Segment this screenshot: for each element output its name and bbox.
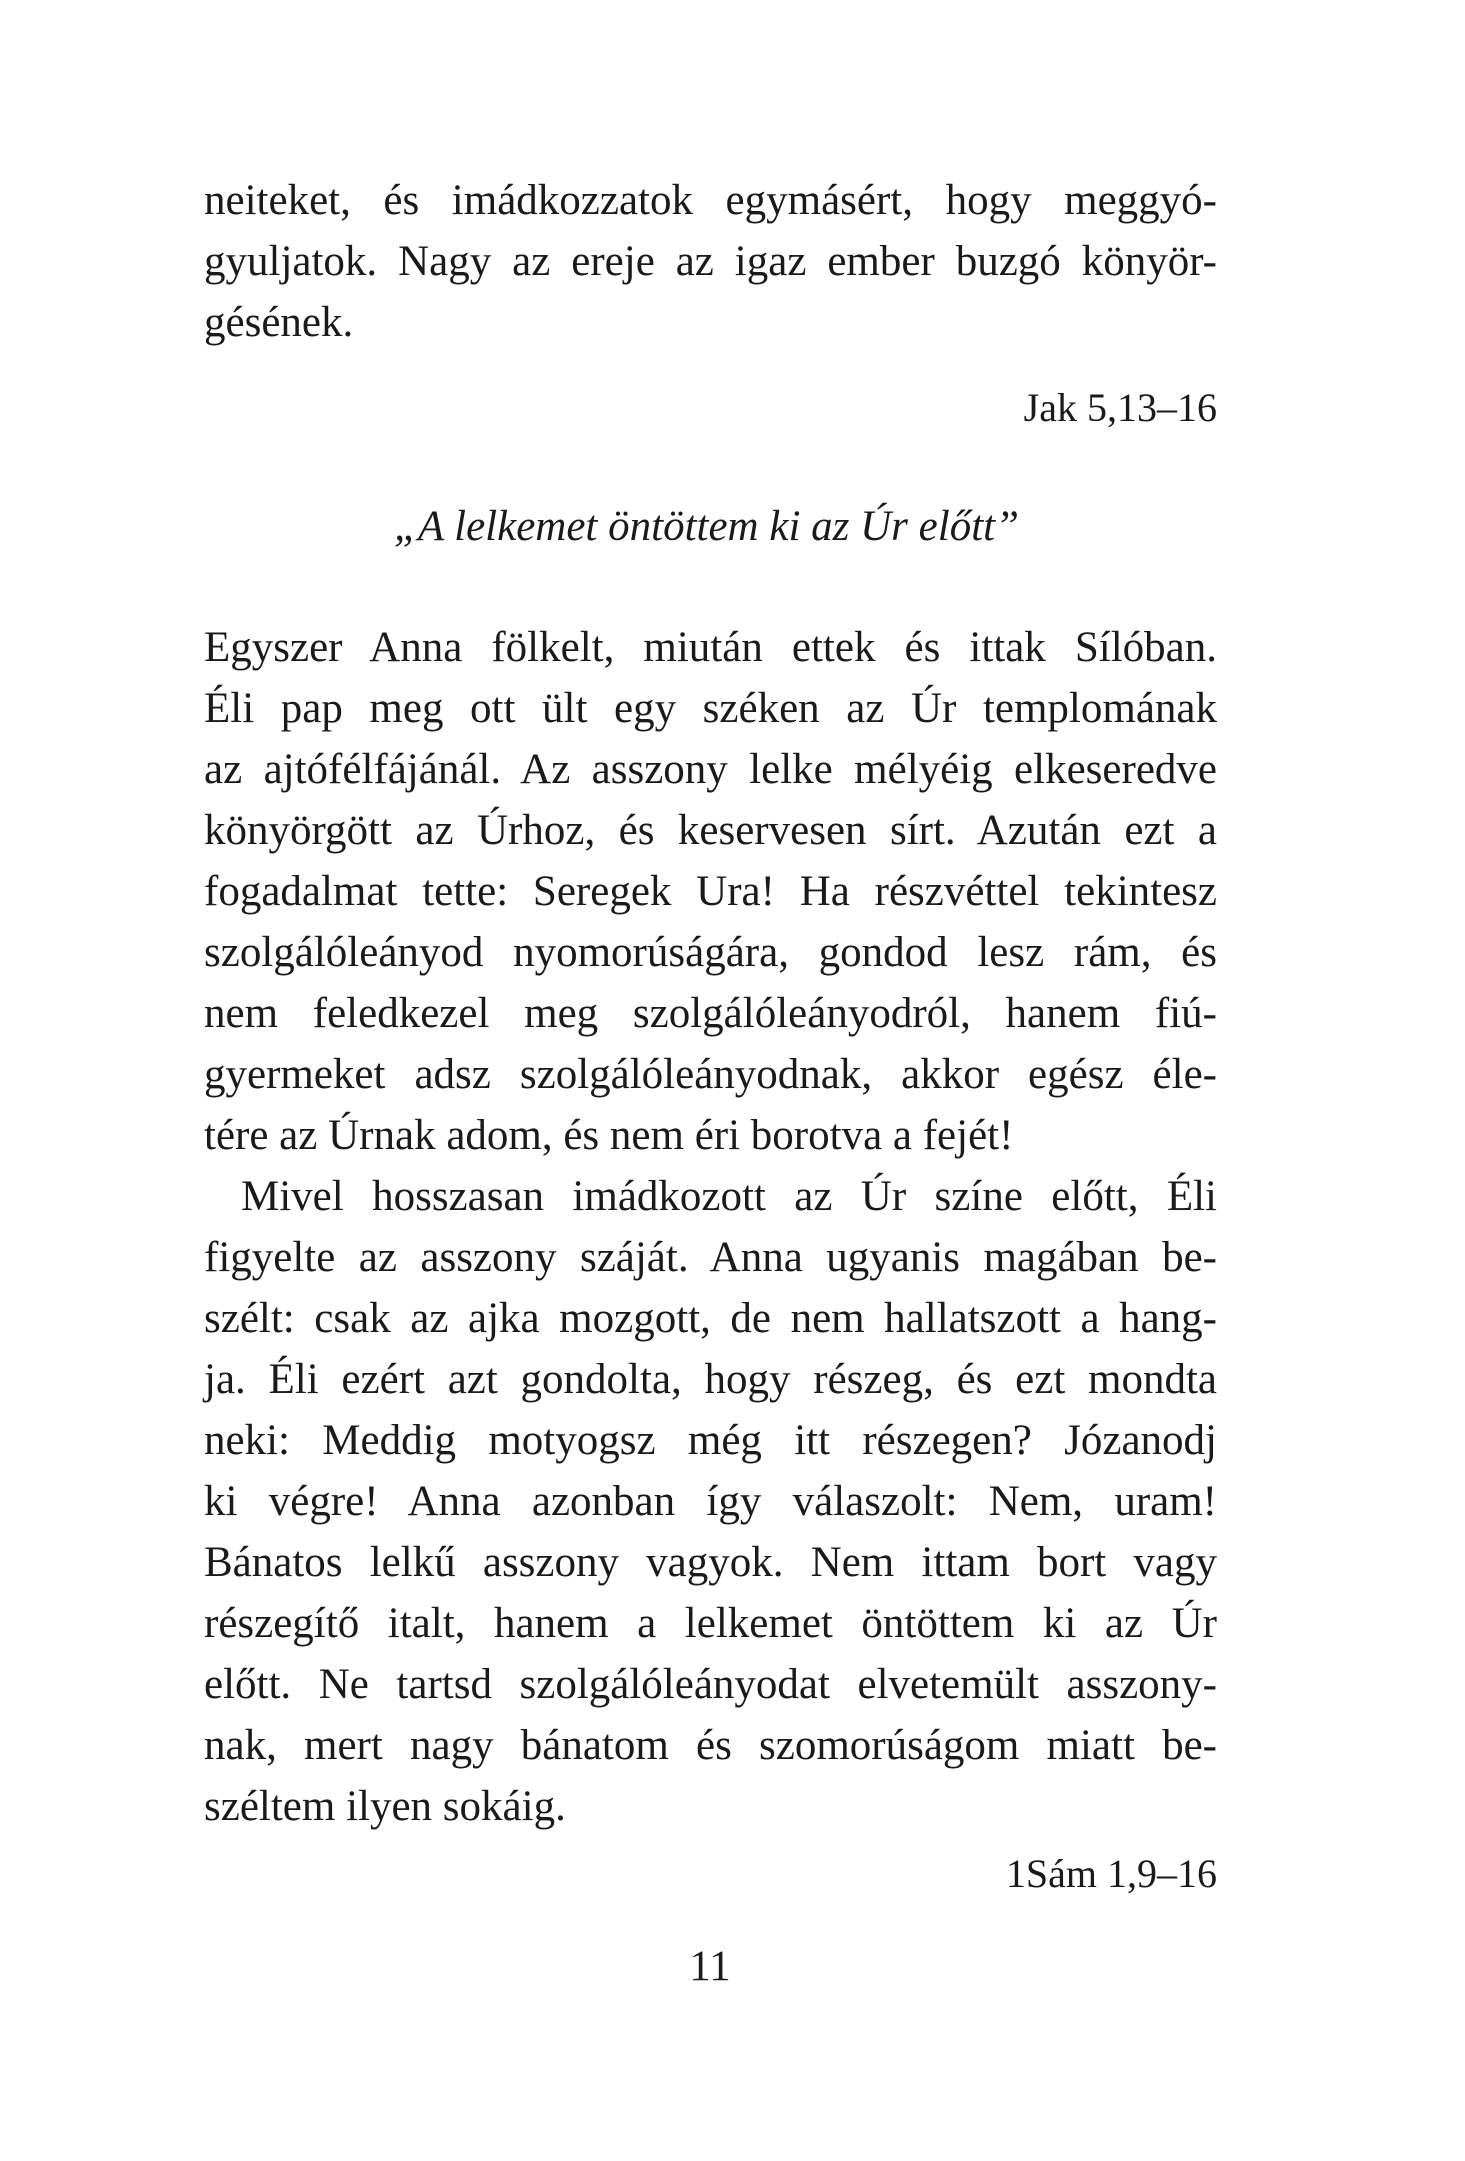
text-line: Mivel hosszasan imádkozott az Úr színe előtt, Éli <box>241 1173 1217 1220</box>
text-line: szélt: csak az ajka mozgott, de nem hallatszott a hang- <box>204 1295 1217 1342</box>
text-line: neiteket, és imádkozzatok egymásért, hogy meggyó- <box>204 177 1217 224</box>
text-line: részegítő italt, hanem a lelkemet öntöttem ki az Úr <box>204 1600 1217 1647</box>
bible-reference: Jak 5,13–16 <box>1023 385 1217 430</box>
text-line: nak, mert nagy bánatom és szomorúságom miatt be- <box>204 1722 1217 1769</box>
passage-2-paragraph-2 <box>204 1166 1217 1837</box>
text-line: könyörgött az Úrhoz, és keservesen sírt. Azután ezt a <box>204 807 1217 854</box>
text-line: ja. Éli ezért azt gondolta, hogy részeg, és ezt mondta <box>204 1356 1217 1403</box>
text-line: neki: Meddig motyogsz még itt részegen? Józanodj <box>204 1417 1217 1464</box>
page-body <box>204 170 1217 1904</box>
text-line: gésének. <box>204 299 354 346</box>
text-line: fogadalmat tette: Seregek Ura! Ha részvéttel tekintesz <box>204 868 1217 915</box>
bible-reference: 1Sám 1,9–16 <box>1005 1851 1217 1896</box>
text-line: nem feledkezel meg szolgálóleányodról, hanem fiú- <box>204 990 1217 1037</box>
passage-1 <box>204 170 1217 353</box>
text-line: figyelte az asszony száját. Anna ugyanis magában be- <box>204 1234 1217 1281</box>
text-line: tére az Úrnak adom, és nem éri borotva a fejét! <box>204 1112 1014 1159</box>
passage-2-paragraph-1 <box>204 617 1217 1166</box>
text-line: előtt. Ne tartsd szolgálóleányodat elvetemült asszony- <box>204 1661 1217 1708</box>
text-line: Egyszer Anna fölkelt, miután ettek és ittak Sílóban. <box>204 624 1217 671</box>
text-line: szolgálóleányod nyomorúságára, gondod lesz rám, és <box>204 929 1217 976</box>
text-line: gyermeket adsz szolgálóleányodnak, akkor egész éle- <box>204 1051 1217 1098</box>
section-title: „A lelkemet öntöttem ki az Úr előtt” <box>393 503 1019 550</box>
text-line: Éli pap meg ott ült egy széken az Úr templomának <box>204 685 1217 732</box>
text-line: Bánatos lelkű asszony vagyok. Nem ittam bort vagy <box>204 1539 1217 1586</box>
text-line: az ajtófélfájánál. Az asszony lelke mélyéig elkeseredve <box>204 746 1217 793</box>
text-line: gyuljatok. Nagy az ereje az igaz ember buzgó könyör- <box>204 238 1217 285</box>
text-line: ki végre! Anna azonban így válaszolt: Nem, uram! <box>204 1478 1217 1525</box>
page-number: 11 <box>689 1943 731 1990</box>
text-line: széltem ilyen sokáig. <box>204 1783 566 1830</box>
